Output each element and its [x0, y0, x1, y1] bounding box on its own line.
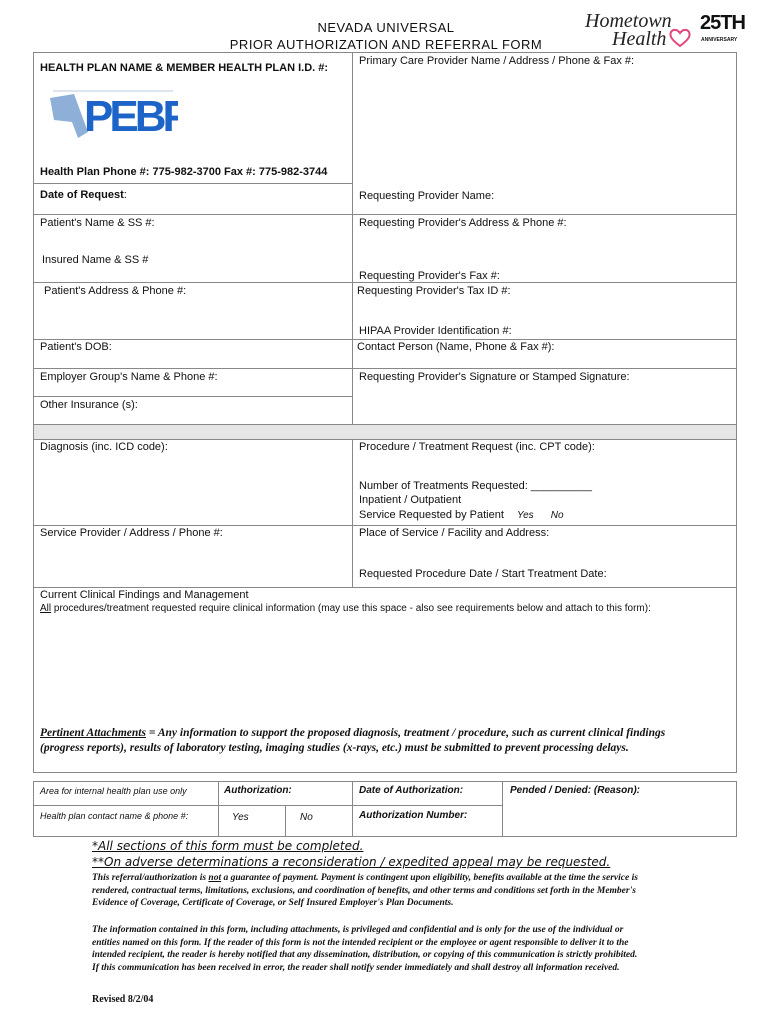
clinical-findings-title: Current Clinical Findings and Management: [40, 589, 249, 601]
anniversary-word: ANNIVERSARY: [701, 37, 738, 43]
confidentiality-line4: If this communication has been received in error, the reader shall notify sender immediately and shall destroy all information received.: [92, 962, 620, 973]
confidentiality-line1: The information contained in this form, including attachments, is privileged and confidential and is only for the use of the individual or: [92, 925, 624, 935]
internal-use-label: Area for internal health plan use only: [40, 786, 187, 796]
requesting-provider-name-label: Requesting Provider Name:: [359, 190, 495, 202]
date-of-authorization-label: Date of Authorization:: [359, 785, 464, 796]
authorization-label: Authorization:: [224, 785, 292, 796]
health-plan-name-label: HEALTH PLAN NAME & MEMBER HEALTH PLAN I.D. #:: [40, 62, 329, 74]
requesting-provider-fax-label: Requesting Provider's Fax #:: [359, 270, 500, 282]
clinical-note-all: All: [40, 603, 52, 614]
service-requested-text: Service Requested by Patient: [359, 509, 504, 521]
form-title-line1: NEVADA UNIVERSAL: [317, 20, 455, 35]
payment-disclaimer-line3: Evidence of Coverage, Certificate of Coverage, or Self Insured Employer's Plan Documents.: [92, 898, 454, 908]
date-of-request-label: [40, 189, 127, 202]
confidentiality-line2: entities named on this form. If the reader of this form is not the intended recipient or the employee or agent responsible to deliver it to the: [92, 937, 629, 948]
confidentiality-line3: intended recipient, the reader is hereby notified that any dissemination, distribution, or copying of this communication is strictly prohibited.: [92, 950, 638, 960]
date-of-request-text: Date of Request: [40, 189, 124, 201]
provider-signature-label: Requesting Provider's Signature or Stamped Signature:: [359, 371, 630, 383]
pebp-logo: [48, 86, 178, 142]
pended-denied-label: Pended / Denied: (Reason):: [510, 785, 641, 796]
service-provider-label: Service Provider / Address / Phone #:: [40, 527, 223, 539]
adverse-determination-note: **On adverse determinations a reconsideration / expedited appeal may be requested.: [92, 855, 611, 869]
heart-icon: [668, 28, 692, 48]
payment-disclaimer: [92, 872, 638, 910]
payment-disclaimer-line2: rendered, contractual terms, limitations, exclusions, and coordination of benefits, and other terms and conditions set forth in the Member's: [92, 885, 636, 896]
patient-dob-label: Patient's DOB:: [40, 341, 112, 353]
pcp-label: Primary Care Provider Name / Address / Phone & Fax #:: [359, 55, 635, 67]
internal-no-option: No: [300, 812, 313, 823]
revised-date: Revised 8/2/04: [92, 994, 154, 1005]
inpatient-outpatient-label: Inpatient / Outpatient: [359, 494, 462, 506]
hipaa-id-label: HIPAA Provider Identification #:: [359, 325, 512, 337]
requested-date-label: Requested Procedure Date / Start Treatment Date:: [359, 568, 607, 580]
pertinent-attachments-text-2: (progress reports), results of laboratory testing, imaging studies (x-rays, etc.) must be submitted to prevent processing delays.: [40, 742, 629, 754]
pertinent-attachments: [40, 726, 665, 756]
health-plan-phone-fax: Health Plan Phone #: 775-982-3700 Fax #: 775-982-3744: [40, 166, 328, 178]
internal-yes-option: Yes: [232, 812, 249, 823]
payment-disclaimer-not: not: [208, 873, 222, 883]
brand-hometown: Hometown: [585, 10, 672, 32]
employer-group-label: Employer Group's Name & Phone #:: [40, 371, 218, 383]
health-plan-contact-label: Health plan contact name & phone #:: [40, 811, 189, 821]
authorization-number-label: Authorization Number:: [359, 810, 468, 821]
procedure-request-label: Procedure / Treatment Request (inc. CPT code):: [359, 441, 595, 453]
requesting-provider-address-label: Requesting Provider's Address & Phone #:: [359, 217, 567, 229]
clinical-note-rest: procedures/treatment requested require clinical information (may use this space - also see requirements below and attach to this form):: [51, 603, 651, 614]
service-requested-by-patient-label: [359, 509, 564, 522]
other-insurance-label: Other Insurance (s):: [40, 399, 138, 411]
no-option: No: [550, 510, 564, 521]
payment-disclaimer-b: a guarantee of payment. Payment is contingent upon eligibility, benefits available at the time the service is: [221, 873, 638, 883]
form-title-line2: PRIOR AUTHORIZATION AND REFERRAL FORM: [229, 37, 543, 52]
place-of-service-label: Place of Service / Facility and Address:: [359, 527, 550, 539]
pebp-logo-text: PEBP: [84, 92, 178, 141]
clinical-note: [40, 602, 651, 615]
section-band: [34, 425, 736, 439]
pertinent-attachments-text-1: = Any information to support the proposed diagnosis, treatment / procedure, such as current clinical findings: [145, 727, 666, 739]
patient-address-label: Patient's Address & Phone #:: [44, 285, 187, 297]
payment-disclaimer-a: This referral/authorization is: [92, 873, 209, 883]
pertinent-attachments-label: Pertinent Attachments: [40, 727, 146, 739]
insured-name-label: Insured Name & SS #: [42, 254, 149, 266]
confidentiality-notice: [92, 924, 637, 974]
diagnosis-label: Diagnosis (inc. ICD code):: [40, 441, 168, 453]
yes-option: Yes: [516, 510, 534, 521]
brand-health: Health: [612, 28, 667, 50]
requesting-provider-tax-label: Requesting Provider's Tax ID #:: [357, 285, 511, 297]
all-sections-note: *All sections of this form must be completed.: [92, 839, 364, 853]
date-of-request-colon: :: [123, 189, 127, 201]
contact-person-label: Contact Person (Name, Phone & Fax #):: [357, 341, 555, 353]
patient-name-label: Patient's Name & SS #:: [40, 217, 155, 229]
number-of-treatments-label: Number of Treatments Requested: __________: [359, 480, 592, 492]
anniversary-number: 25TH: [700, 12, 745, 34]
